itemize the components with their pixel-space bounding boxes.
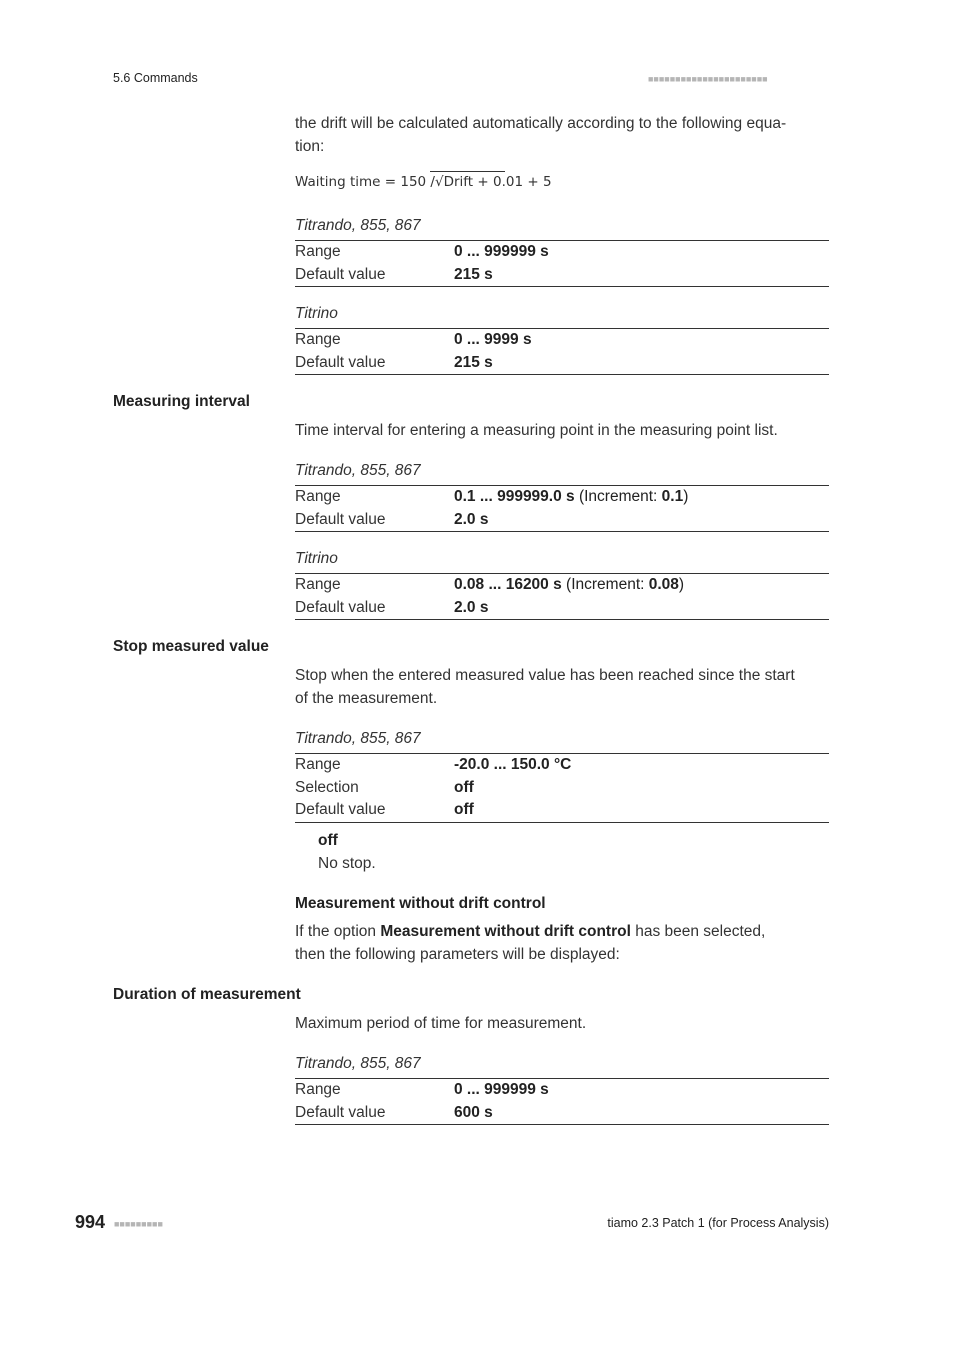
duration-description: Maximum period of time for measurement. xyxy=(295,1015,587,1032)
row-value: 0 ... 999999 s xyxy=(454,1081,549,1098)
formula-radical: √ xyxy=(434,174,444,190)
row-value: 2.0 s xyxy=(454,510,489,528)
formula-suffix: + 5 xyxy=(527,174,552,190)
row-key: Default value xyxy=(295,353,386,371)
waiting-time-formula xyxy=(295,174,552,190)
text-run: has been selected, xyxy=(630,923,766,940)
section-heading-duration: Duration of measurement xyxy=(113,986,301,1003)
table-row xyxy=(295,352,829,375)
formula-radicand: Drift + 0.01 xyxy=(443,174,524,190)
subsection-heading-without-drift: Measurement without drift control xyxy=(295,895,546,912)
row-value: 600 s xyxy=(454,1103,493,1121)
table-title: Titrando, 855, 867 xyxy=(295,1055,421,1072)
table-row xyxy=(295,509,829,532)
row-value xyxy=(454,574,684,597)
row-key: Selection xyxy=(295,778,359,796)
measuring-interval-description: Time interval for entering a measuring point in the measuring point list. xyxy=(295,422,778,439)
row-key: Range xyxy=(295,756,341,773)
table-row xyxy=(295,264,829,287)
row-value-increment-label: (Increment: xyxy=(574,488,662,505)
row-value-range: 0.08 ... 16200 s xyxy=(454,576,562,593)
row-value-close: ) xyxy=(683,488,689,505)
row-key: Default value xyxy=(295,265,386,283)
row-value xyxy=(454,486,688,509)
option-name-bold: Measurement without drift control xyxy=(380,923,631,940)
parameter-table-stop-titrando xyxy=(295,753,829,823)
description-line: Stop when the entered measured value has been reached since the start xyxy=(295,667,795,684)
row-key: Range xyxy=(295,488,341,505)
header-decoration-dots: ■■■■■■■■■■■■■■■■■■■■■■ xyxy=(648,74,768,84)
page-number: 994 xyxy=(75,1212,106,1232)
row-value: 2.0 s xyxy=(454,598,489,616)
footer-product-name: tiamo 2.3 Patch 1 (for Process Analysis) xyxy=(607,1216,829,1230)
table-title: Titrino xyxy=(295,550,338,567)
parameter-table-waiting-titrando xyxy=(295,240,829,287)
table-title: Titrando, 855, 867 xyxy=(295,462,421,479)
text-run: If the option xyxy=(295,923,381,940)
option-term-off: off xyxy=(318,832,338,849)
option-description-off: No stop. xyxy=(318,855,376,872)
description-line: then the following parameters will be displayed: xyxy=(295,945,620,963)
row-value-increment: 0.1 xyxy=(661,488,684,505)
formula-radical-bar xyxy=(430,171,505,172)
table-row xyxy=(295,777,829,800)
without-drift-description xyxy=(295,921,829,966)
intro-line-2: tion: xyxy=(295,137,325,155)
table-row xyxy=(295,241,829,264)
table-row xyxy=(295,329,829,352)
row-value-range: 0.1 ... 999999.0 s xyxy=(454,488,575,505)
row-value: 0 ... 9999 s xyxy=(454,331,532,348)
description-line xyxy=(295,921,829,944)
intro-line-1: the drift will be calculated automatically according to the following equa- xyxy=(295,115,787,132)
row-value: -20.0 ... 150.0 °C xyxy=(454,756,572,773)
parameter-table-waiting-titrino xyxy=(295,328,829,375)
table-title: Titrando, 855, 867 xyxy=(295,730,421,747)
intro-paragraph xyxy=(295,113,829,158)
row-key: Range xyxy=(295,1081,341,1098)
section-heading-stop-measured-value: Stop measured value xyxy=(113,638,269,655)
table-row xyxy=(295,574,829,597)
row-value-close: ) xyxy=(678,576,685,593)
footer-decoration-dots: ■■■■■■■■■ xyxy=(114,1219,163,1229)
row-value-increment: 0.08 xyxy=(648,576,679,593)
section-heading-measuring-interval: Measuring interval xyxy=(113,393,250,410)
table-row xyxy=(295,597,829,620)
row-value-increment-label: (Increment: xyxy=(561,576,649,593)
row-key: Default value xyxy=(295,598,386,616)
table-row xyxy=(295,1079,829,1102)
parameter-table-duration-titrando xyxy=(295,1078,829,1125)
running-header-section: 5.6 Commands xyxy=(113,71,198,85)
row-value: 215 s xyxy=(454,265,493,283)
table-row xyxy=(295,799,829,822)
row-key: Range xyxy=(295,331,341,348)
table-row xyxy=(295,754,829,777)
parameter-table-interval-titrando xyxy=(295,485,829,532)
row-key: Default value xyxy=(295,510,386,528)
row-value: 215 s xyxy=(454,353,493,371)
table-title: Titrando, 855, 867 xyxy=(295,217,421,234)
table-row xyxy=(295,486,829,509)
row-value: 0 ... 999999 s xyxy=(454,243,549,260)
row-key: Range xyxy=(295,576,341,593)
row-value: off xyxy=(454,778,474,796)
table-title: Titrino xyxy=(295,305,338,322)
row-key: Range xyxy=(295,243,341,260)
row-key: Default value xyxy=(295,801,386,818)
table-row xyxy=(295,1102,829,1125)
row-key: Default value xyxy=(295,1103,386,1121)
description-line: of the measurement. xyxy=(295,689,438,707)
stop-measured-value-description xyxy=(295,665,829,710)
row-value: off xyxy=(454,801,474,818)
parameter-table-interval-titrino xyxy=(295,573,829,620)
formula-prefix: Waiting time = 150 / xyxy=(295,174,435,190)
